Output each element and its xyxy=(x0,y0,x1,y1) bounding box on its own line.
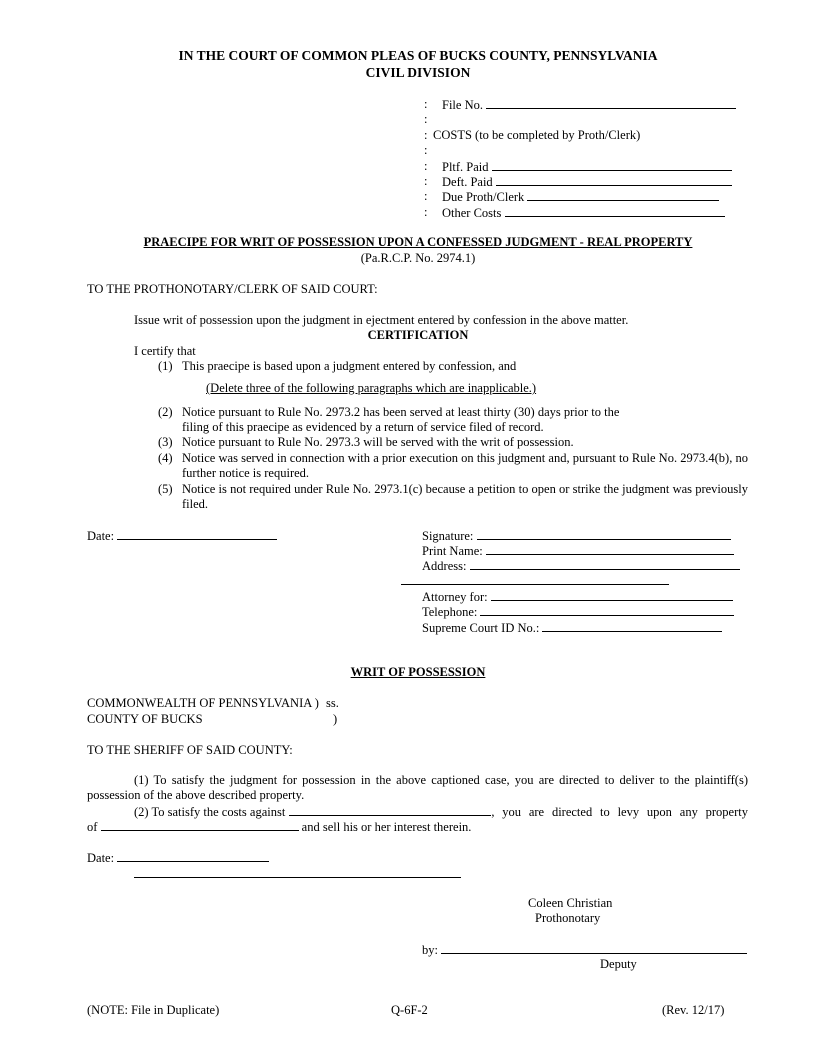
costs-label: COSTS (to be completed by Proth/Clerk) xyxy=(433,128,641,142)
attorney-for-line[interactable] xyxy=(491,589,733,601)
address-line[interactable] xyxy=(470,558,740,570)
writ-title: WRIT OF POSSESSION xyxy=(350,665,486,679)
by-line[interactable] xyxy=(441,942,747,954)
ss-label: ss. xyxy=(325,696,339,710)
costs-against-label: (2) To satisfy the costs against xyxy=(134,805,286,819)
by-field[interactable] xyxy=(422,942,747,958)
signature-label: Signature: xyxy=(422,529,474,543)
other-costs-line[interactable] xyxy=(505,205,725,217)
cert-p3: Notice pursuant to Rule No. 2973.3 will be served with the writ of possession. xyxy=(182,435,574,449)
by-label: by: xyxy=(422,943,438,957)
other-costs-label: Other Costs xyxy=(442,206,502,220)
pltf-paid-label: Pltf. Paid xyxy=(442,160,489,174)
pltf-paid-field[interactable] xyxy=(442,159,732,175)
cert-p1-num: (1) xyxy=(158,359,173,373)
writ-date-label: Date: xyxy=(87,851,115,865)
signature-line[interactable] xyxy=(477,528,731,540)
deft-paid-line[interactable] xyxy=(496,174,732,186)
writ-date-field[interactable] xyxy=(87,850,269,866)
delete-note: (Delete three of the following paragraphs which are inapplicable.) xyxy=(206,381,537,395)
commonwealth-label: COMMONWEALTH OF PENNSYLVANIA ) xyxy=(87,696,319,710)
cert-p1: This praecipe is based upon a judgment entered by confession, and xyxy=(182,359,517,373)
caption-colon: : xyxy=(424,97,428,111)
supreme-court-id-field[interactable] xyxy=(422,620,722,636)
footer-note: (NOTE: File in Duplicate) xyxy=(87,1003,220,1017)
praecipe-to: TO THE PROTHONOTARY/CLERK OF SAID COURT: xyxy=(87,282,378,296)
pltf-paid-line[interactable] xyxy=(492,159,732,171)
print-name-line[interactable] xyxy=(486,543,734,555)
telephone-label: Telephone: xyxy=(422,605,478,619)
writ-signature-line[interactable] xyxy=(134,877,461,878)
prothonotary-name: Coleen Christian xyxy=(528,896,613,910)
caption-colon: : xyxy=(424,205,428,219)
costs-against-line[interactable] xyxy=(289,804,491,816)
due-proth-label: Due Proth/Clerk xyxy=(442,190,525,204)
file-no-line[interactable] xyxy=(486,97,736,109)
other-costs-field[interactable] xyxy=(442,205,725,221)
file-no-label: File No. xyxy=(442,98,483,112)
cert-p2-line2: filing of this praecipe as evidenced by a return of service filed of record. xyxy=(182,420,544,434)
deft-paid-field[interactable] xyxy=(442,174,732,190)
to-sheriff: TO THE SHERIFF OF SAID COUNTY: xyxy=(87,743,293,757)
prothonotary-title: Prothonotary xyxy=(535,911,601,925)
caption-colon: : xyxy=(424,112,428,126)
certification-heading: CERTIFICATION xyxy=(367,328,469,342)
deputy-label: Deputy xyxy=(600,957,637,971)
division-heading: CIVIL DIVISION xyxy=(365,65,471,80)
address-field[interactable] xyxy=(422,558,740,574)
caption-colon: : xyxy=(424,128,428,142)
attorney-for-field[interactable] xyxy=(422,589,733,605)
cert-p4: Notice was served in connection with a prior execution on this judgment and, pursuant to Rule No. 2973.4(b), no further notice is required. xyxy=(182,451,748,480)
supreme-court-id-line[interactable] xyxy=(542,620,722,632)
county-paren: ) xyxy=(333,712,338,726)
deft-paid-label: Deft. Paid xyxy=(442,175,493,189)
date-line[interactable] xyxy=(117,528,277,540)
certify-intro: I certify that xyxy=(134,344,196,358)
cert-p5: Notice is not required under Rule No. 2973.1(c) because a petition to open or strike the judgment was previously filed. xyxy=(182,482,748,511)
county-label: COUNTY OF BUCKS xyxy=(87,712,203,726)
praecipe-issue: Issue writ of possession upon the judgment in ejectment entered by confession in the above matter. xyxy=(134,313,629,327)
writ-paragraph-2-line2[interactable] xyxy=(87,819,471,835)
print-name-label: Print Name: xyxy=(422,544,483,558)
due-proth-field[interactable] xyxy=(442,189,719,205)
address-label: Address: xyxy=(422,559,467,573)
signature-field[interactable] xyxy=(422,528,731,544)
telephone-line[interactable] xyxy=(480,604,734,616)
property-of-label: of xyxy=(87,820,98,834)
caption-colon: : xyxy=(424,189,428,203)
date-label: Date: xyxy=(87,529,115,543)
caption-colon: : xyxy=(424,143,428,157)
address-line-2[interactable] xyxy=(401,584,669,585)
writ-date-line[interactable] xyxy=(117,850,269,862)
praecipe-rule: (Pa.R.C.P. No. 2974.1) xyxy=(360,251,476,265)
caption-colon: : xyxy=(424,159,428,173)
cert-p2-num: (2) xyxy=(158,405,173,419)
commonwealth-line xyxy=(87,696,339,711)
cert-p2-line1: Notice pursuant to Rule No. 2973.2 has been served at least thirty (30) days prior to the xyxy=(182,405,620,419)
cert-p3-num: (3) xyxy=(158,435,173,449)
caption-colon: : xyxy=(424,174,428,188)
writ-paragraph-1: (1) To satisfy the judgment for possession in the above captioned case, you are directed to deliver to the plaintiff(s) possession of the above described property. xyxy=(87,773,748,802)
writ-paragraph-2-line1[interactable] xyxy=(134,804,748,820)
due-proth-line[interactable] xyxy=(527,189,719,201)
levy-label: , you are directed to levy upon any property xyxy=(491,805,748,819)
property-of-line[interactable] xyxy=(101,819,299,831)
praecipe-title: PRAECIPE FOR WRIT OF POSSESSION UPON A CONFESSED JUDGMENT - REAL PROPERTY xyxy=(143,235,693,249)
print-name-field[interactable] xyxy=(422,543,734,559)
date-field[interactable] xyxy=(87,528,277,544)
telephone-field[interactable] xyxy=(422,604,734,620)
cert-p4-num: (4) xyxy=(158,451,173,465)
file-no-field[interactable] xyxy=(442,97,736,113)
form-number: Q-6F-2 xyxy=(391,1003,428,1017)
attorney-for-label: Attorney for: xyxy=(422,590,488,604)
cert-p5-num: (5) xyxy=(158,482,173,496)
revision-date: (Rev. 12/17) xyxy=(662,1003,725,1017)
sell-interest-label: and sell his or her interest therein. xyxy=(301,820,472,834)
supreme-court-id-label: Supreme Court ID No.: xyxy=(422,621,540,635)
court-heading: IN THE COURT OF COMMON PLEAS OF BUCKS COUNTY, PENNSYLVANIA xyxy=(178,48,658,63)
